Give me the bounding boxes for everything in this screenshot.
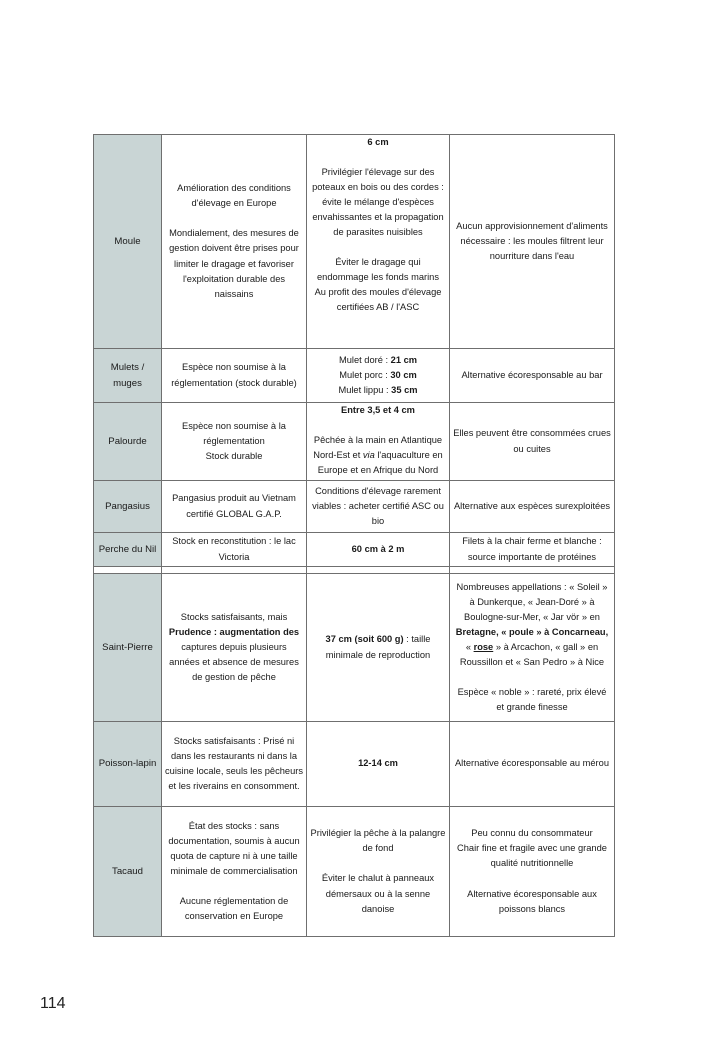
section-gap	[94, 567, 615, 574]
regulation-cell: Stock en reconstitution : le lac Victoria	[162, 533, 307, 567]
species-name-moule: Moule	[94, 135, 162, 349]
species-name-perche: Perche du Nil	[94, 533, 162, 567]
table-row	[94, 574, 615, 722]
size-cell: Mulet doré : 21 cm Mulet porc : 30 cm Mulet lippu : 35 cm	[307, 349, 450, 403]
species-name-mulets: Mulets / muges	[94, 349, 162, 403]
species-name-tacaud: Tacaud	[94, 807, 162, 937]
page-number: 114	[40, 995, 66, 1012]
regulation-cell: Amélioration des conditions d'élevage en Europe Mondialement, des mesures de gestion doivent être prises pour limiter le dragage et favoriser l'exploitation durable des naissains	[162, 135, 307, 349]
notes-cell: Aucun approvisionnement d'aliments nécessaire : les moules filtrent leur nourriture dans l'eau	[450, 135, 615, 349]
notes-cell: Peu connu du consommateur Chair fine et fragile avec une grande qualité nutritionnelle Alternative écoresponsable aux poissons blancs	[450, 807, 615, 937]
size-cell: Conditions d'élevage rarement viables : acheter certifié ASC ou bio	[307, 481, 450, 533]
regulation-cell: Espèce non soumise à la réglementation Stock durable	[162, 403, 307, 481]
species-name-saint-pierre: Saint-Pierre	[94, 574, 162, 722]
table-row	[94, 403, 615, 481]
notes-cell: Filets à la chair ferme et blanche : source importante de protéines	[450, 533, 615, 567]
table-row	[94, 722, 615, 807]
species-name-palourde: Palourde	[94, 403, 162, 481]
species-table	[93, 134, 615, 937]
notes-cell: Alternative écoresponsable au mérou	[450, 722, 615, 807]
regulation-cell: Espèce non soumise à la réglementation (stock durable)	[162, 349, 307, 403]
table-row	[94, 481, 615, 533]
size-cell: Privilégier la pêche à la palangre de fond Éviter le chalut à panneaux démersaux ou à la senne danoise	[307, 807, 450, 937]
notes-cell: Elles peuvent être consommées crues ou cuites	[450, 403, 615, 481]
size-cell: 60 cm à 2 m	[307, 533, 450, 567]
table-row	[94, 349, 615, 403]
notes-cell: Nombreuses appellations : « Soleil » à Dunkerque, « Jean-Doré » à Boulogne-sur-Mer, « Jar vör » en Bretagne, « poule » à Concarneau, « rose » à Arcachon, « gall » en Roussillon et « San Pedro » à Nice Espèce « noble » : rareté, prix élevé et grande finesse	[450, 574, 615, 722]
regulation-cell: Stocks satisfaisants, mais Prudence : augmentation des captures depuis plusieurs années et absence de mesures de gestion de pêche	[162, 574, 307, 722]
table-row	[94, 533, 615, 567]
size-cell: Entre 3,5 et 4 cm Pêchée à la main en Atlantique Nord-Est et via l'aquaculture en Europe et en Afrique du Nord	[307, 403, 450, 481]
size-cell: 6 cm Privilégier l'élevage sur des poteaux en bois ou des cordes : évite le mélange d'espèces envahissantes et la propagation de parasites nuisibles Éviter le dragage qui endommage les fonds marins Au profit des moules d'élevage certifiées AB / l'ASC	[307, 135, 450, 349]
table-row	[94, 807, 615, 937]
notes-cell: Alternative aux espèces surexploitées	[450, 481, 615, 533]
table-row	[94, 135, 615, 349]
regulation-cell: Stocks satisfaisants : Prisé ni dans les restaurants ni dans la cuisine locale, seuls les pêcheurs et les riverains en consomment.	[162, 722, 307, 807]
size-cell: 37 cm (soit 600 g) : taille minimale de reproduction	[307, 574, 450, 722]
species-name-poisson-lapin: Poisson-lapin	[94, 722, 162, 807]
size-cell: 12-14 cm	[307, 722, 450, 807]
species-name-pangasius: Pangasius	[94, 481, 162, 533]
regulation-cell: Pangasius produit au Vietnam certifié GLOBAL G.A.P.	[162, 481, 307, 533]
notes-cell: Alternative écoresponsable au bar	[450, 349, 615, 403]
regulation-cell: État des stocks : sans documentation, soumis à aucun quota de capture ni à une taille minimale de commercialisation Aucune réglementation de conservation en Europe	[162, 807, 307, 937]
